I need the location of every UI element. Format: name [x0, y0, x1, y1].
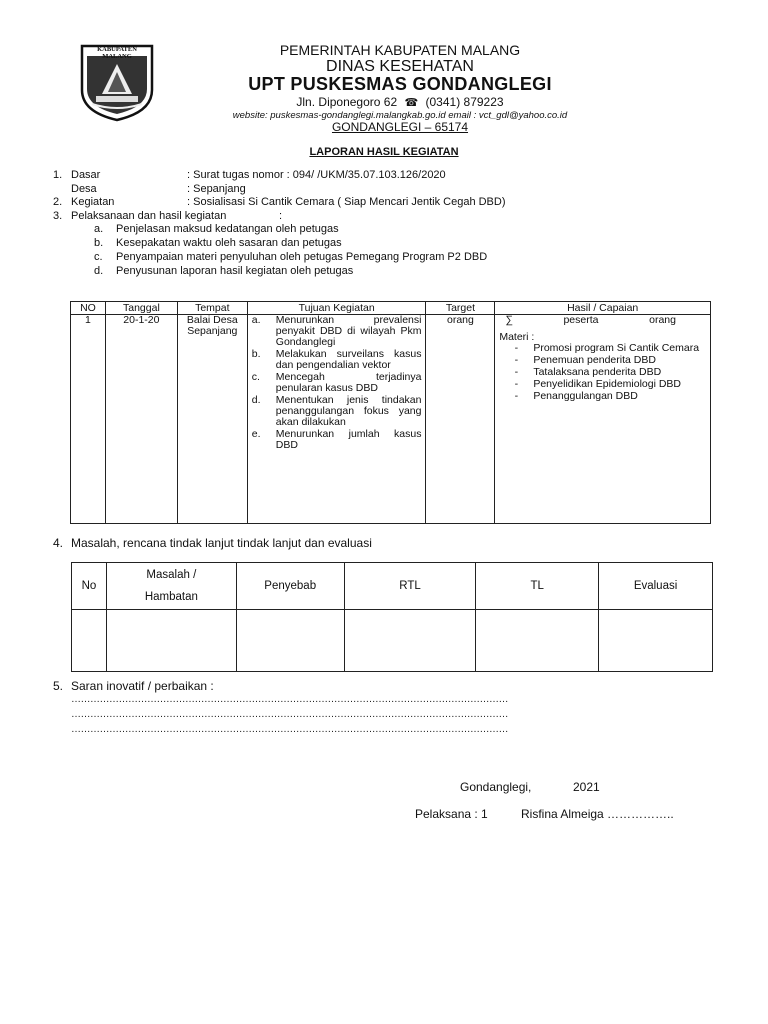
tujuan-list: [252, 315, 422, 451]
pelaksanaan-num: 3.: [53, 210, 63, 222]
materi-label: Materi :: [499, 331, 535, 343]
list-text: Penyelidikan Epidemiologi DBD: [533, 378, 682, 390]
cell-tanggal: 20-1-20: [105, 315, 177, 524]
cell-empty: [476, 610, 599, 672]
col-no: NO: [71, 302, 106, 315]
header-address: Jln. Diponegoro 62: [296, 95, 398, 109]
cell-empty: [599, 610, 713, 672]
footer-place: Gondanglegi,: [460, 780, 532, 794]
list-item: [252, 372, 422, 394]
list-text: Menurunkan prevalensi penyakit DBD di wilayah Pkm Gondanglegi: [275, 314, 422, 348]
list-text: Melakukan surveilans kasus dan pengendalian vektor: [275, 348, 422, 371]
masalah-line2: Hambatan: [144, 591, 198, 603]
pelaksanaan-list: [94, 222, 487, 278]
header-phone: (0341) 879223: [425, 95, 504, 109]
list-text: Promosi program Si Cantik Cemara: [533, 342, 700, 354]
list-text: Tatalaksana penderita DBD: [533, 366, 662, 378]
logo-text: KABUPATEN MALANG: [97, 46, 137, 60]
list-letter: e.: [251, 428, 261, 440]
activity-table: [70, 301, 711, 524]
list-letter: a.: [251, 314, 261, 326]
col-masalah: [106, 563, 236, 610]
dasar-num: 1.: [53, 169, 63, 181]
list-text: Mencegah terjadinya penularan kasus DBD: [275, 371, 422, 394]
list-item: [252, 429, 422, 451]
list-dash: -: [514, 390, 519, 402]
kegiatan-value: : Sosialisasi Si Cantik Cemara ( Siap Mencari Jentik Cegah DBD): [187, 196, 506, 208]
list-item: [499, 355, 706, 366]
list-item: [499, 343, 706, 354]
list-item: [499, 367, 706, 378]
col-hasil: Hasil / Capaian: [495, 302, 711, 315]
dotted-line: …………………………………………………………………………………………………………………………: [71, 694, 508, 705]
table-row: [71, 315, 711, 524]
list-item: [94, 250, 487, 264]
col-evaluasi: Evaluasi: [599, 563, 713, 610]
desa-label: Desa: [71, 183, 97, 195]
list-letter: c.: [94, 251, 103, 263]
dotted-line: …………………………………………………………………………………………………………………………: [71, 724, 508, 735]
cell-target: orang: [426, 315, 495, 524]
section5-num: 5.: [53, 679, 64, 693]
list-item: [252, 349, 422, 371]
dotted-line: …………………………………………………………………………………………………………………………: [71, 709, 508, 720]
list-item: [94, 222, 487, 236]
footer-pelaksana: Pelaksana : 1: [415, 807, 488, 821]
hasil-summary: [499, 315, 706, 326]
list-text: Menurunkan jumlah kasus DBD: [275, 428, 422, 451]
list-item: [252, 315, 422, 348]
report-title: LAPORAN HASIL KEGIATAN: [309, 146, 459, 158]
kegiatan-num: 2.: [53, 196, 63, 208]
list-letter: b.: [251, 348, 261, 360]
section4-num: 4.: [53, 536, 64, 550]
list-text: Menentukan jenis tindakan penanggulangan fokus yang akan dilakukan: [275, 394, 422, 428]
list-dash: -: [514, 378, 519, 390]
cell-no: 1: [71, 315, 106, 524]
phone-icon: ☎: [404, 97, 419, 109]
list-letter: c.: [251, 371, 260, 383]
desa-value: : Sepanjang: [187, 183, 246, 195]
list-letter: d.: [94, 265, 104, 277]
table-header-row: [71, 302, 711, 315]
header-postal: GONDANGLEGI – 65174: [331, 120, 469, 134]
dasar-label: Dasar: [71, 169, 101, 181]
section4-label: Masalah, rencana tindak lanjut tindak lanjut dan evaluasi: [71, 536, 372, 550]
header-agency: DINAS KESEHATAN: [326, 58, 474, 75]
col-penyebab: Penyebab: [236, 563, 344, 610]
cell-empty: [236, 610, 344, 672]
cell-empty: [106, 610, 236, 672]
materi-list: [499, 343, 706, 402]
col-tl: TL: [476, 563, 599, 610]
col-rtl: RTL: [344, 563, 476, 610]
list-item: [94, 264, 487, 278]
cell-empty: [72, 610, 107, 672]
hasil-peserta: peserta: [563, 314, 599, 326]
list-item: [499, 379, 706, 390]
cell-hasil: [495, 315, 711, 524]
section5-label: Saran inovatif / perbaikan :: [71, 679, 214, 693]
list-text: Kesepakatan waktu oleh sasaran dan petugas: [116, 237, 342, 249]
kegiatan-label: Kegiatan: [71, 196, 115, 208]
kabupaten-malang-logo: [78, 42, 156, 122]
list-text: Penanggulangan DBD: [533, 390, 638, 402]
table-row: [72, 610, 713, 672]
list-letter: d.: [251, 394, 261, 406]
evaluation-table: [71, 562, 713, 672]
pelaksanaan-colon: :: [279, 210, 283, 222]
col-tanggal: Tanggal: [105, 302, 177, 315]
header-government: PEMERINTAH KABUPATEN MALANG: [279, 42, 521, 58]
hasil-orang: orang: [649, 314, 676, 326]
dasar-value: : Surat tugas nomor : 094/ /UKM/35.07.103.126/2020: [187, 169, 446, 181]
cell-tempat: Balai Desa Sepanjang: [177, 315, 247, 524]
list-dash: -: [514, 342, 519, 354]
list-text: Penemuan penderita DBD: [533, 354, 656, 366]
list-letter: a.: [94, 223, 104, 235]
header-puskesmas: UPT PUSKESMAS GONDANGLEGI: [248, 74, 552, 94]
cell-tujuan: [247, 315, 426, 524]
col-no: No: [72, 563, 107, 610]
list-text: Penjelasan maksud kedatangan oleh petugas: [116, 223, 339, 235]
footer-year: 2021: [573, 780, 600, 794]
list-item: [499, 391, 706, 402]
col-target: Target: [426, 302, 495, 315]
list-item: [252, 395, 422, 428]
pelaksanaan-label: Pelaksanaan dan hasil kegiatan: [71, 210, 227, 222]
header-address-line: [210, 95, 590, 109]
list-dash: -: [514, 354, 519, 366]
sigma-icon: ∑: [505, 314, 513, 326]
footer-name: Risfina Almeiga ……………..: [521, 807, 674, 821]
list-text: Penyampaian materi penyuluhan oleh petugas Pemegang Program P2 DBD: [116, 251, 488, 263]
header-contact: website: puskesmas-gondanglegi.malangkab.go.id email : vct_gdl@yahoo.co.id: [232, 110, 568, 121]
table-header-row: [72, 563, 713, 610]
list-text: Penyusunan laporan hasil kegiatan oleh petugas: [116, 265, 354, 277]
list-item: [94, 236, 487, 250]
list-letter: b.: [94, 237, 104, 249]
cell-empty: [344, 610, 476, 672]
list-dash: -: [514, 366, 519, 378]
col-tujuan: Tujuan Kegiatan: [247, 302, 426, 315]
masalah-line1: Masalah /: [146, 569, 197, 581]
col-tempat: Tempat: [177, 302, 247, 315]
